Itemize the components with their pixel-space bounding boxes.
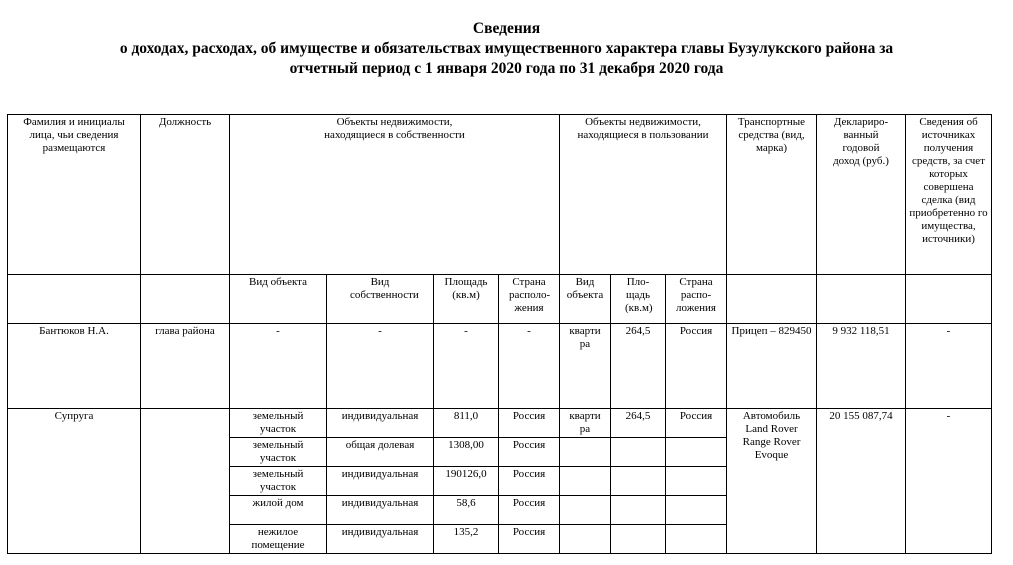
subheader-used-area — [611, 275, 666, 324]
subheader-owned-ownership — [327, 275, 434, 324]
subheader-owned-country — [499, 275, 560, 324]
cell-used-country: Россия — [666, 409, 727, 438]
header-position: Должность — [141, 115, 230, 275]
table-row — [8, 324, 992, 409]
subheader-empty-position — [141, 275, 230, 324]
cell-owned-country: Россия — [499, 525, 560, 554]
cell-owned-area: 135,2 — [434, 525, 499, 554]
subheader-empty-name — [8, 275, 141, 324]
cell-transport-text: Автомобиль Land Rover Range Rover Evoque — [742, 410, 801, 461]
cell-used-type — [560, 496, 611, 525]
document-title: Сведения — [472, 20, 541, 37]
cell-used-area — [611, 467, 666, 496]
cell-used-type — [560, 525, 611, 554]
cell-owned-type-text: нежилое помещение — [251, 526, 305, 551]
cell-owned-area: 58,6 — [434, 496, 499, 525]
cell-owned-type — [230, 525, 327, 554]
cell-used-country: Россия — [666, 324, 727, 409]
cell-transport: Прицеп – 829450 — [727, 324, 817, 409]
cell-name: Супруга — [8, 409, 141, 554]
cell-used-type — [560, 467, 611, 496]
subheader-used-type: Вид объекта — [560, 275, 611, 324]
subheader-owned-area: Площадь (кв.м) — [434, 275, 499, 324]
cell-name: Бантюков Н.А. — [8, 324, 141, 409]
cell-owned-country: Россия — [499, 496, 560, 525]
cell-owned-country: Россия — [499, 409, 560, 438]
cell-owned-country: - — [499, 324, 560, 409]
subheader-owned-ownership-text: Вид собственности — [350, 276, 419, 301]
cell-owned-ownership: индивидуальная — [327, 496, 434, 525]
header-owned-property — [230, 115, 560, 275]
cell-owned-area: 190126,0 — [434, 467, 499, 496]
table-subheader-row — [8, 275, 992, 324]
document-header — [0, 19, 1013, 79]
cell-owned-ownership: общая долевая — [327, 438, 434, 467]
header-transport: Транспортные средства (вид, марка) — [727, 115, 817, 275]
header-owned-property-text: Объекты недвижимости, находящиеся в собственности — [324, 116, 465, 141]
cell-used-country — [666, 496, 727, 525]
cell-used-country — [666, 467, 727, 496]
cell-income: 20 155 087,74 — [817, 409, 906, 554]
cell-owned-country: Россия — [499, 467, 560, 496]
subheader-used-country — [666, 275, 727, 324]
document-subtitle-line1: о доходах, расходах, об имуществе и обязательствах имущественного характера главы Бузулукского района за — [119, 40, 894, 57]
cell-used-area: 264,5 — [611, 409, 666, 438]
cell-sources: - — [906, 409, 992, 554]
cell-used-country — [666, 438, 727, 467]
cell-owned-ownership: - — [327, 324, 434, 409]
cell-owned-type: жилой дом — [230, 496, 327, 525]
cell-used-area — [611, 496, 666, 525]
cell-owned-type-text: земельный участок — [252, 410, 304, 435]
header-income-text: Деклариро-ванный годовой доход (руб.) — [833, 116, 889, 167]
subheader-empty-income — [817, 275, 906, 324]
document-subtitle-line2: отчетный период с 1 января 2020 года по 31 декабря 2020 года — [289, 60, 724, 77]
subheader-empty-sources — [906, 275, 992, 324]
header-income — [817, 115, 906, 275]
cell-owned-ownership: индивидуальная — [327, 409, 434, 438]
subheader-used-area-text: Пло-щадь (кв.м) — [625, 276, 653, 314]
subheader-owned-country-text: Страна располо-жения — [509, 276, 551, 314]
cell-owned-country: Россия — [499, 438, 560, 467]
cell-income: 9 932 118,51 — [817, 324, 906, 409]
cell-owned-type — [230, 438, 327, 467]
cell-used-area — [611, 438, 666, 467]
cell-position: глава района — [141, 324, 230, 409]
header-sources: Сведения об источниках получения средств, за счет которых совершена сделка (вид приобретенно го имущества, источники) — [906, 115, 992, 275]
cell-owned-type: - — [230, 324, 327, 409]
cell-used-type-text: кварти ра — [569, 410, 601, 435]
cell-owned-ownership: индивидуальная — [327, 525, 434, 554]
cell-owned-type — [230, 409, 327, 438]
cell-sources: - — [906, 324, 992, 409]
subheader-used-country-text: Страна распо-ложения — [676, 276, 716, 314]
cell-used-area — [611, 525, 666, 554]
cell-owned-type-text: земельный участок — [252, 468, 304, 493]
cell-used-area: 264,5 — [611, 324, 666, 409]
cell-owned-type-text: земельный участок — [252, 439, 304, 464]
cell-position — [141, 409, 230, 554]
cell-owned-ownership: индивидуальная — [327, 467, 434, 496]
cell-used-type — [560, 324, 611, 409]
table-header-row — [8, 115, 992, 275]
cell-used-country — [666, 525, 727, 554]
cell-used-type — [560, 409, 611, 438]
cell-owned-area: - — [434, 324, 499, 409]
subheader-owned-type: Вид объекта — [230, 275, 327, 324]
cell-transport — [727, 409, 817, 554]
declaration-table — [7, 114, 992, 554]
cell-used-type — [560, 438, 611, 467]
cell-owned-type — [230, 467, 327, 496]
table-row — [8, 409, 992, 438]
subheader-empty-transport — [727, 275, 817, 324]
cell-used-type-text: кварти ра — [569, 325, 601, 350]
cell-owned-area: 811,0 — [434, 409, 499, 438]
header-name: Фамилия и инициалы лица, чьи сведения размещаются — [8, 115, 141, 275]
header-used-property: Объекты недвижимости, находящиеся в пользовании — [560, 115, 727, 275]
cell-owned-area: 1308,00 — [434, 438, 499, 467]
